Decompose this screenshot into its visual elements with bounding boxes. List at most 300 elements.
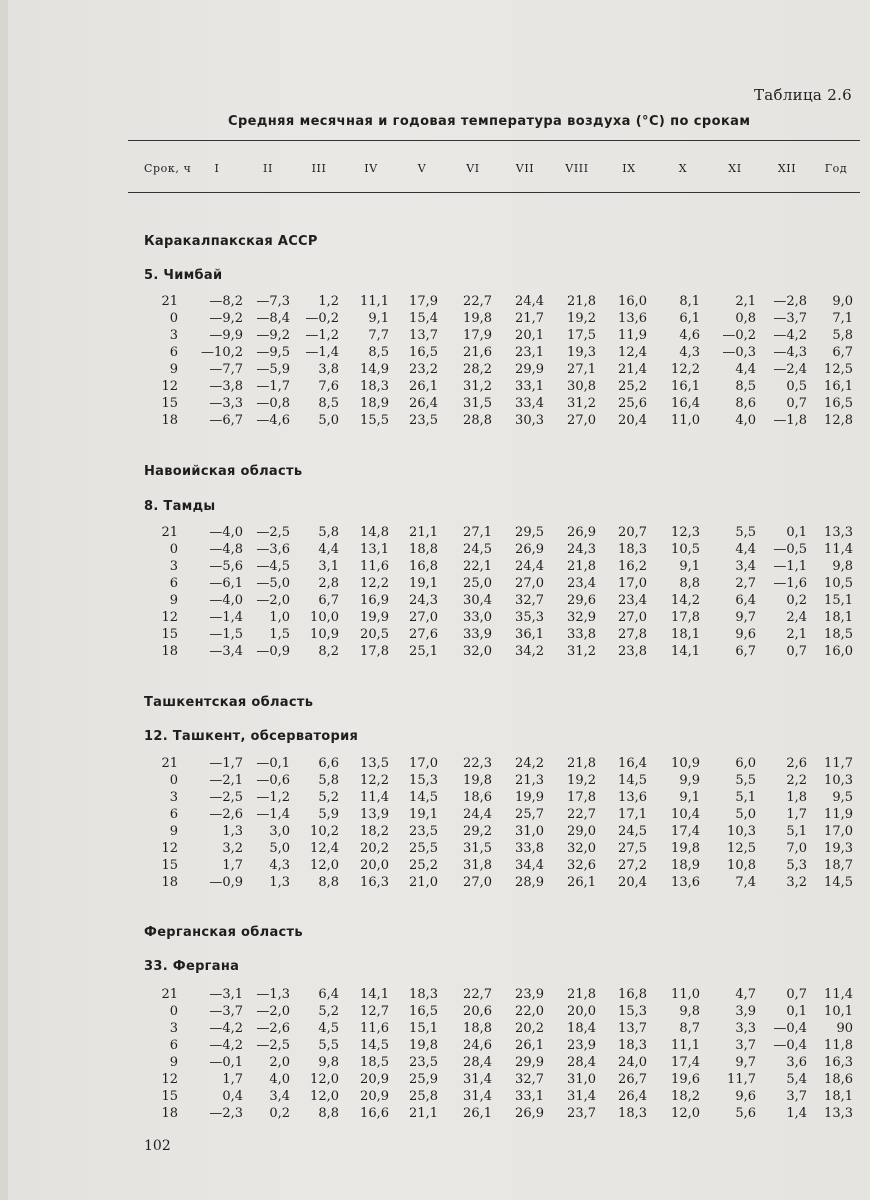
col-header-xi: XI xyxy=(728,162,742,175)
value-cell: 33,9 xyxy=(463,627,492,642)
value-cell: 17,8 xyxy=(360,644,389,659)
value-cell: —2,4 xyxy=(773,362,807,377)
value-cell: 13,3 xyxy=(824,1106,853,1121)
value-cell: 27,2 xyxy=(618,858,647,873)
value-cell: 18,6 xyxy=(463,790,492,805)
value-cell: 21,8 xyxy=(567,987,596,1002)
value-cell: 2,0 xyxy=(269,1055,290,1070)
hour-cell: 18 xyxy=(161,1106,178,1121)
value-cell: 19,1 xyxy=(409,807,438,822)
value-cell: 21,0 xyxy=(409,875,438,890)
value-cell: 9,7 xyxy=(735,1055,756,1070)
value-cell: 12,0 xyxy=(310,1072,339,1087)
value-cell: —3,7 xyxy=(773,311,807,326)
value-cell: 6,7 xyxy=(735,644,756,659)
value-cell: 11,9 xyxy=(618,328,647,343)
value-cell: 24,0 xyxy=(618,1055,647,1070)
value-cell: 18,6 xyxy=(824,1072,853,1087)
value-cell: 14,9 xyxy=(360,362,389,377)
value-cell: 10,8 xyxy=(727,858,756,873)
value-cell: 3,1 xyxy=(318,559,339,574)
hour-cell: 0 xyxy=(169,311,178,326)
value-cell: 34,2 xyxy=(515,644,544,659)
value-cell: 24,6 xyxy=(463,1038,492,1053)
value-cell: 11,7 xyxy=(727,1072,756,1087)
hour-cell: 6 xyxy=(169,345,178,360)
hour-cell: 15 xyxy=(161,1089,178,1104)
value-cell: 9,5 xyxy=(832,790,853,805)
hour-cell: 3 xyxy=(169,1021,178,1036)
value-cell: 32,7 xyxy=(515,1072,544,1087)
value-cell: 18,4 xyxy=(567,1021,596,1036)
value-cell: 24,4 xyxy=(515,559,544,574)
value-cell: 9,1 xyxy=(679,790,700,805)
value-cell: 20,2 xyxy=(515,1021,544,1036)
value-cell: —0,2 xyxy=(305,311,339,326)
value-cell: 30,4 xyxy=(463,593,492,608)
value-cell: 22,3 xyxy=(463,756,492,771)
value-cell: 12,4 xyxy=(618,345,647,360)
value-cell: —6,1 xyxy=(209,576,243,591)
value-cell: 5,8 xyxy=(318,525,339,540)
value-cell: 14,2 xyxy=(671,593,700,608)
value-cell: 12,2 xyxy=(671,362,700,377)
value-cell: 22,7 xyxy=(463,987,492,1002)
value-cell: 26,1 xyxy=(515,1038,544,1053)
value-cell: 27,0 xyxy=(515,576,544,591)
value-cell: 3,2 xyxy=(786,875,807,890)
value-cell: 27,1 xyxy=(567,362,596,377)
table-row xyxy=(8,1037,870,1054)
value-cell: 18,2 xyxy=(360,824,389,839)
value-cell: —4,2 xyxy=(773,328,807,343)
value-cell: —0,4 xyxy=(773,1038,807,1053)
value-cell: 31,2 xyxy=(567,644,596,659)
value-cell: —0,5 xyxy=(773,542,807,557)
value-cell: 20,2 xyxy=(360,841,389,856)
value-cell: 26,7 xyxy=(618,1072,647,1087)
value-cell: 5,8 xyxy=(318,773,339,788)
value-cell: 27,6 xyxy=(409,627,438,642)
value-cell: 0,4 xyxy=(222,1089,243,1104)
col-header-ii: II xyxy=(263,162,273,175)
value-cell: 3,0 xyxy=(269,824,290,839)
value-cell: —10,2 xyxy=(201,345,243,360)
value-cell: 18,3 xyxy=(618,1106,647,1121)
value-cell: —4,5 xyxy=(256,559,290,574)
value-cell: 18,1 xyxy=(824,610,853,625)
value-cell: 23,2 xyxy=(409,362,438,377)
value-cell: 5,1 xyxy=(735,790,756,805)
value-cell: 16,0 xyxy=(618,294,647,309)
value-cell: 0,2 xyxy=(786,593,807,608)
value-cell: —5,6 xyxy=(209,559,243,574)
value-cell: 1,4 xyxy=(786,1106,807,1121)
value-cell: 15,1 xyxy=(409,1021,438,1036)
value-cell: 2,1 xyxy=(735,294,756,309)
book-page xyxy=(8,0,870,1200)
value-cell: 1,8 xyxy=(786,790,807,805)
value-cell: 26,9 xyxy=(567,525,596,540)
col-header-iv: IV xyxy=(364,162,378,175)
value-cell: 3,4 xyxy=(269,1089,290,1104)
value-cell: 25,5 xyxy=(409,841,438,856)
value-cell: 8,8 xyxy=(318,1106,339,1121)
value-cell: —7,3 xyxy=(256,294,290,309)
hour-cell: 3 xyxy=(169,559,178,574)
hour-cell: 15 xyxy=(161,396,178,411)
hour-cell: 3 xyxy=(169,790,178,805)
value-cell: 7,7 xyxy=(368,328,389,343)
value-cell: 1,0 xyxy=(269,610,290,625)
value-cell: 5,5 xyxy=(735,773,756,788)
value-cell: —4,0 xyxy=(209,593,243,608)
value-cell: 19,8 xyxy=(463,311,492,326)
value-cell: —2,5 xyxy=(209,790,243,805)
value-cell: 32,0 xyxy=(463,644,492,659)
value-cell: 21,3 xyxy=(515,773,544,788)
table-row xyxy=(8,789,870,806)
station-heading: 5. Чимбай xyxy=(144,268,223,283)
value-cell: 13,1 xyxy=(360,542,389,557)
value-cell: 9,0 xyxy=(832,294,853,309)
value-cell: 2,2 xyxy=(786,773,807,788)
value-cell: 13,5 xyxy=(360,756,389,771)
value-cell: 13,6 xyxy=(618,790,647,805)
value-cell: 5,0 xyxy=(269,841,290,856)
col-header-viii: VIII xyxy=(565,162,589,175)
table-row xyxy=(8,1054,870,1071)
value-cell: —3,3 xyxy=(209,396,243,411)
value-cell: 13,7 xyxy=(618,1021,647,1036)
value-cell: 4,4 xyxy=(735,362,756,377)
table-row xyxy=(8,755,870,772)
value-cell: 17,0 xyxy=(618,576,647,591)
value-cell: 11,4 xyxy=(360,790,389,805)
value-cell: 6,6 xyxy=(318,756,339,771)
table-row xyxy=(8,857,870,874)
value-cell: 5,8 xyxy=(832,328,853,343)
value-cell: 11,4 xyxy=(824,542,853,557)
table-row xyxy=(8,1105,870,1122)
station-heading: 12. Ташкент, обсерватория xyxy=(144,729,359,744)
value-cell: 5,2 xyxy=(318,1004,339,1019)
value-cell: —1,7 xyxy=(209,756,243,771)
page-number: 102 xyxy=(144,1138,171,1154)
value-cell: 0,1 xyxy=(786,525,807,540)
value-cell: 23,5 xyxy=(409,824,438,839)
value-cell: 18,3 xyxy=(409,987,438,1002)
value-cell: 27,0 xyxy=(409,610,438,625)
value-cell: 12,0 xyxy=(310,1089,339,1104)
col-header-vi: VI xyxy=(466,162,480,175)
table-row xyxy=(8,1088,870,1105)
value-cell: —9,2 xyxy=(209,311,243,326)
value-cell: —8,2 xyxy=(209,294,243,309)
region-heading-fergana: Ферганская область xyxy=(144,925,303,940)
value-cell: 4,4 xyxy=(735,542,756,557)
value-cell: —4,2 xyxy=(209,1021,243,1036)
value-cell: 20,1 xyxy=(515,328,544,343)
value-cell: 0,7 xyxy=(786,987,807,1002)
value-cell: 5,5 xyxy=(735,525,756,540)
value-cell: 12,8 xyxy=(824,413,853,428)
value-cell: 4,3 xyxy=(269,858,290,873)
value-cell: 22,7 xyxy=(567,807,596,822)
value-cell: 10,5 xyxy=(671,542,700,557)
value-cell: 1,3 xyxy=(269,875,290,890)
value-cell: 13,7 xyxy=(409,328,438,343)
value-cell: 31,5 xyxy=(463,841,492,856)
value-cell: 19,8 xyxy=(409,1038,438,1053)
value-cell: 90 xyxy=(836,1021,853,1036)
hour-cell: 18 xyxy=(161,644,178,659)
value-cell: 9,9 xyxy=(679,773,700,788)
value-cell: 7,6 xyxy=(318,379,339,394)
value-cell: 23,1 xyxy=(515,345,544,360)
hour-cell: 21 xyxy=(161,294,178,309)
hour-cell: 0 xyxy=(169,773,178,788)
value-cell: 10,2 xyxy=(310,824,339,839)
value-cell: 10,0 xyxy=(310,610,339,625)
republic-heading: Каракалпакская АССР xyxy=(144,234,318,249)
table-row xyxy=(8,412,870,429)
value-cell: —0,1 xyxy=(209,1055,243,1070)
value-cell: —0,2 xyxy=(722,328,756,343)
value-cell: 18,5 xyxy=(360,1055,389,1070)
value-cell: 19,2 xyxy=(567,773,596,788)
value-cell: 20,9 xyxy=(360,1072,389,1087)
value-cell: 13,3 xyxy=(824,525,853,540)
value-cell: 17,4 xyxy=(671,824,700,839)
hour-cell: 12 xyxy=(161,379,178,394)
value-cell: 28,9 xyxy=(515,875,544,890)
value-cell: 4,5 xyxy=(318,1021,339,1036)
value-cell: 20,0 xyxy=(360,858,389,873)
value-cell: 17,8 xyxy=(671,610,700,625)
value-cell: 27,8 xyxy=(618,627,647,642)
value-cell: 5,6 xyxy=(735,1106,756,1121)
value-cell: 3,7 xyxy=(786,1089,807,1104)
value-cell: 1,7 xyxy=(786,807,807,822)
value-cell: 12,4 xyxy=(310,841,339,856)
value-cell: —2,5 xyxy=(256,1038,290,1053)
value-cell: 23,5 xyxy=(409,1055,438,1070)
value-cell: —8,4 xyxy=(256,311,290,326)
value-cell: 8,1 xyxy=(679,294,700,309)
value-cell: 16,4 xyxy=(671,396,700,411)
value-cell: 20,9 xyxy=(360,1089,389,1104)
value-cell: 5,1 xyxy=(786,824,807,839)
value-cell: 29,2 xyxy=(463,824,492,839)
hour-cell: 21 xyxy=(161,987,178,1002)
value-cell: 9,8 xyxy=(318,1055,339,1070)
value-cell: —2,0 xyxy=(256,1004,290,1019)
value-cell: 15,5 xyxy=(360,413,389,428)
hour-cell: 0 xyxy=(169,1004,178,1019)
value-cell: —9,5 xyxy=(256,345,290,360)
value-cell: 23,9 xyxy=(567,1038,596,1053)
value-cell: 31,0 xyxy=(567,1072,596,1087)
value-cell: 3,2 xyxy=(222,841,243,856)
value-cell: 22,1 xyxy=(463,559,492,574)
value-cell: 5,2 xyxy=(318,790,339,805)
value-cell: 15,1 xyxy=(824,593,853,608)
value-cell: 14,5 xyxy=(824,875,853,890)
value-cell: 1,7 xyxy=(222,858,243,873)
table-row xyxy=(8,378,870,395)
value-cell: 6,1 xyxy=(679,311,700,326)
value-cell: 19,3 xyxy=(567,345,596,360)
table-row xyxy=(8,874,870,891)
value-cell: 16,4 xyxy=(618,756,647,771)
value-cell: 19,8 xyxy=(671,841,700,856)
value-cell: 27,0 xyxy=(567,413,596,428)
table-row xyxy=(8,524,870,541)
value-cell: 31,4 xyxy=(463,1072,492,1087)
hour-cell: 18 xyxy=(161,413,178,428)
value-cell: 27,0 xyxy=(618,610,647,625)
value-cell: 17,9 xyxy=(409,294,438,309)
value-cell: 32,6 xyxy=(567,858,596,873)
value-cell: 8,5 xyxy=(735,379,756,394)
value-cell: 16,1 xyxy=(824,379,853,394)
col-header-xii: XII xyxy=(777,162,797,175)
value-cell: 1,5 xyxy=(269,627,290,642)
value-cell: 26,9 xyxy=(515,542,544,557)
value-cell: —1,3 xyxy=(256,987,290,1002)
value-cell: 30,3 xyxy=(515,413,544,428)
col-header-i: I xyxy=(214,162,220,175)
value-cell: 18,8 xyxy=(409,542,438,557)
value-cell: 6,7 xyxy=(832,345,853,360)
value-cell: —2,6 xyxy=(209,807,243,822)
value-cell: 15,3 xyxy=(618,1004,647,1019)
value-cell: 4,4 xyxy=(318,542,339,557)
value-cell: 9,7 xyxy=(735,610,756,625)
value-cell: 3,8 xyxy=(318,362,339,377)
value-cell: 11,1 xyxy=(360,294,389,309)
table-title: Средняя месячная и годовая температура воздуха (°C) по срокам xyxy=(228,114,751,129)
value-cell: 26,1 xyxy=(567,875,596,890)
hour-cell: 12 xyxy=(161,841,178,856)
value-cell: 24,2 xyxy=(515,756,544,771)
col-header-vii: VII xyxy=(515,162,535,175)
value-cell: 11,6 xyxy=(360,559,389,574)
value-cell: 31,4 xyxy=(463,1089,492,1104)
value-cell: —4,0 xyxy=(209,525,243,540)
value-cell: 12,5 xyxy=(824,362,853,377)
value-cell: —3,8 xyxy=(209,379,243,394)
value-cell: 8,6 xyxy=(735,396,756,411)
value-cell: —2,3 xyxy=(209,1106,243,1121)
value-cell: 13,9 xyxy=(360,807,389,822)
value-cell: 16,3 xyxy=(360,875,389,890)
value-cell: —0,9 xyxy=(256,644,290,659)
value-cell: 16,0 xyxy=(824,644,853,659)
value-cell: 28,4 xyxy=(567,1055,596,1070)
value-cell: 30,8 xyxy=(567,379,596,394)
value-cell: 14,1 xyxy=(360,987,389,1002)
value-cell: 14,8 xyxy=(360,525,389,540)
value-cell: 29,9 xyxy=(515,362,544,377)
value-cell: 3,6 xyxy=(786,1055,807,1070)
value-cell: 8,5 xyxy=(368,345,389,360)
table-row xyxy=(8,1020,870,1037)
value-cell: 6,7 xyxy=(318,593,339,608)
value-cell: 31,2 xyxy=(463,379,492,394)
value-cell: 20,7 xyxy=(618,525,647,540)
value-cell: 5,0 xyxy=(318,413,339,428)
value-cell: —7,7 xyxy=(209,362,243,377)
value-cell: —1,8 xyxy=(773,413,807,428)
value-cell: 1,3 xyxy=(222,824,243,839)
value-cell: 23,5 xyxy=(409,413,438,428)
value-cell: 0,2 xyxy=(269,1106,290,1121)
value-cell: 12,2 xyxy=(360,773,389,788)
value-cell: 27,5 xyxy=(618,841,647,856)
value-cell: 19,9 xyxy=(515,790,544,805)
value-cell: 14,5 xyxy=(360,1038,389,1053)
value-cell: 13,6 xyxy=(618,311,647,326)
value-cell: 22,7 xyxy=(463,294,492,309)
value-cell: 3,7 xyxy=(735,1038,756,1053)
value-cell: 25,6 xyxy=(618,396,647,411)
value-cell: 23,7 xyxy=(567,1106,596,1121)
value-cell: 16,1 xyxy=(671,379,700,394)
value-cell: 24,4 xyxy=(463,807,492,822)
value-cell: 25,2 xyxy=(618,379,647,394)
value-cell: 24,3 xyxy=(409,593,438,608)
value-cell: 8,8 xyxy=(318,875,339,890)
value-cell: 25,1 xyxy=(409,644,438,659)
value-cell: 13,6 xyxy=(671,875,700,890)
value-cell: 17,4 xyxy=(671,1055,700,1070)
hour-cell: 6 xyxy=(169,576,178,591)
value-cell: 29,5 xyxy=(515,525,544,540)
hour-cell: 6 xyxy=(169,1038,178,1053)
value-cell: 21,8 xyxy=(567,559,596,574)
value-cell: 16,6 xyxy=(360,1106,389,1121)
value-cell: —4,6 xyxy=(256,413,290,428)
value-cell: 8,5 xyxy=(318,396,339,411)
value-cell: 6,4 xyxy=(318,987,339,1002)
value-cell: 36,1 xyxy=(515,627,544,642)
value-cell: 33,1 xyxy=(515,379,544,394)
value-cell: 2,1 xyxy=(786,627,807,642)
hour-cell: 3 xyxy=(169,328,178,343)
value-cell: 16,9 xyxy=(360,593,389,608)
value-cell: 11,1 xyxy=(671,1038,700,1053)
value-cell: 16,5 xyxy=(824,396,853,411)
value-cell: 17,1 xyxy=(618,807,647,822)
value-cell: 25,8 xyxy=(409,1089,438,1104)
value-cell: 25,2 xyxy=(409,858,438,873)
value-cell: 5,0 xyxy=(735,807,756,822)
col-header-hour: Срок, ч xyxy=(144,162,192,175)
value-cell: 31,0 xyxy=(515,824,544,839)
value-cell: 2,6 xyxy=(786,756,807,771)
hour-cell: 15 xyxy=(161,858,178,873)
value-cell: 20,0 xyxy=(567,1004,596,1019)
value-cell: 18,9 xyxy=(671,858,700,873)
value-cell: 5,9 xyxy=(318,807,339,822)
value-cell: 4,0 xyxy=(269,1072,290,1087)
value-cell: 21,8 xyxy=(567,294,596,309)
value-cell: 15,4 xyxy=(409,311,438,326)
hour-cell: 9 xyxy=(169,824,178,839)
value-cell: 16,8 xyxy=(409,559,438,574)
